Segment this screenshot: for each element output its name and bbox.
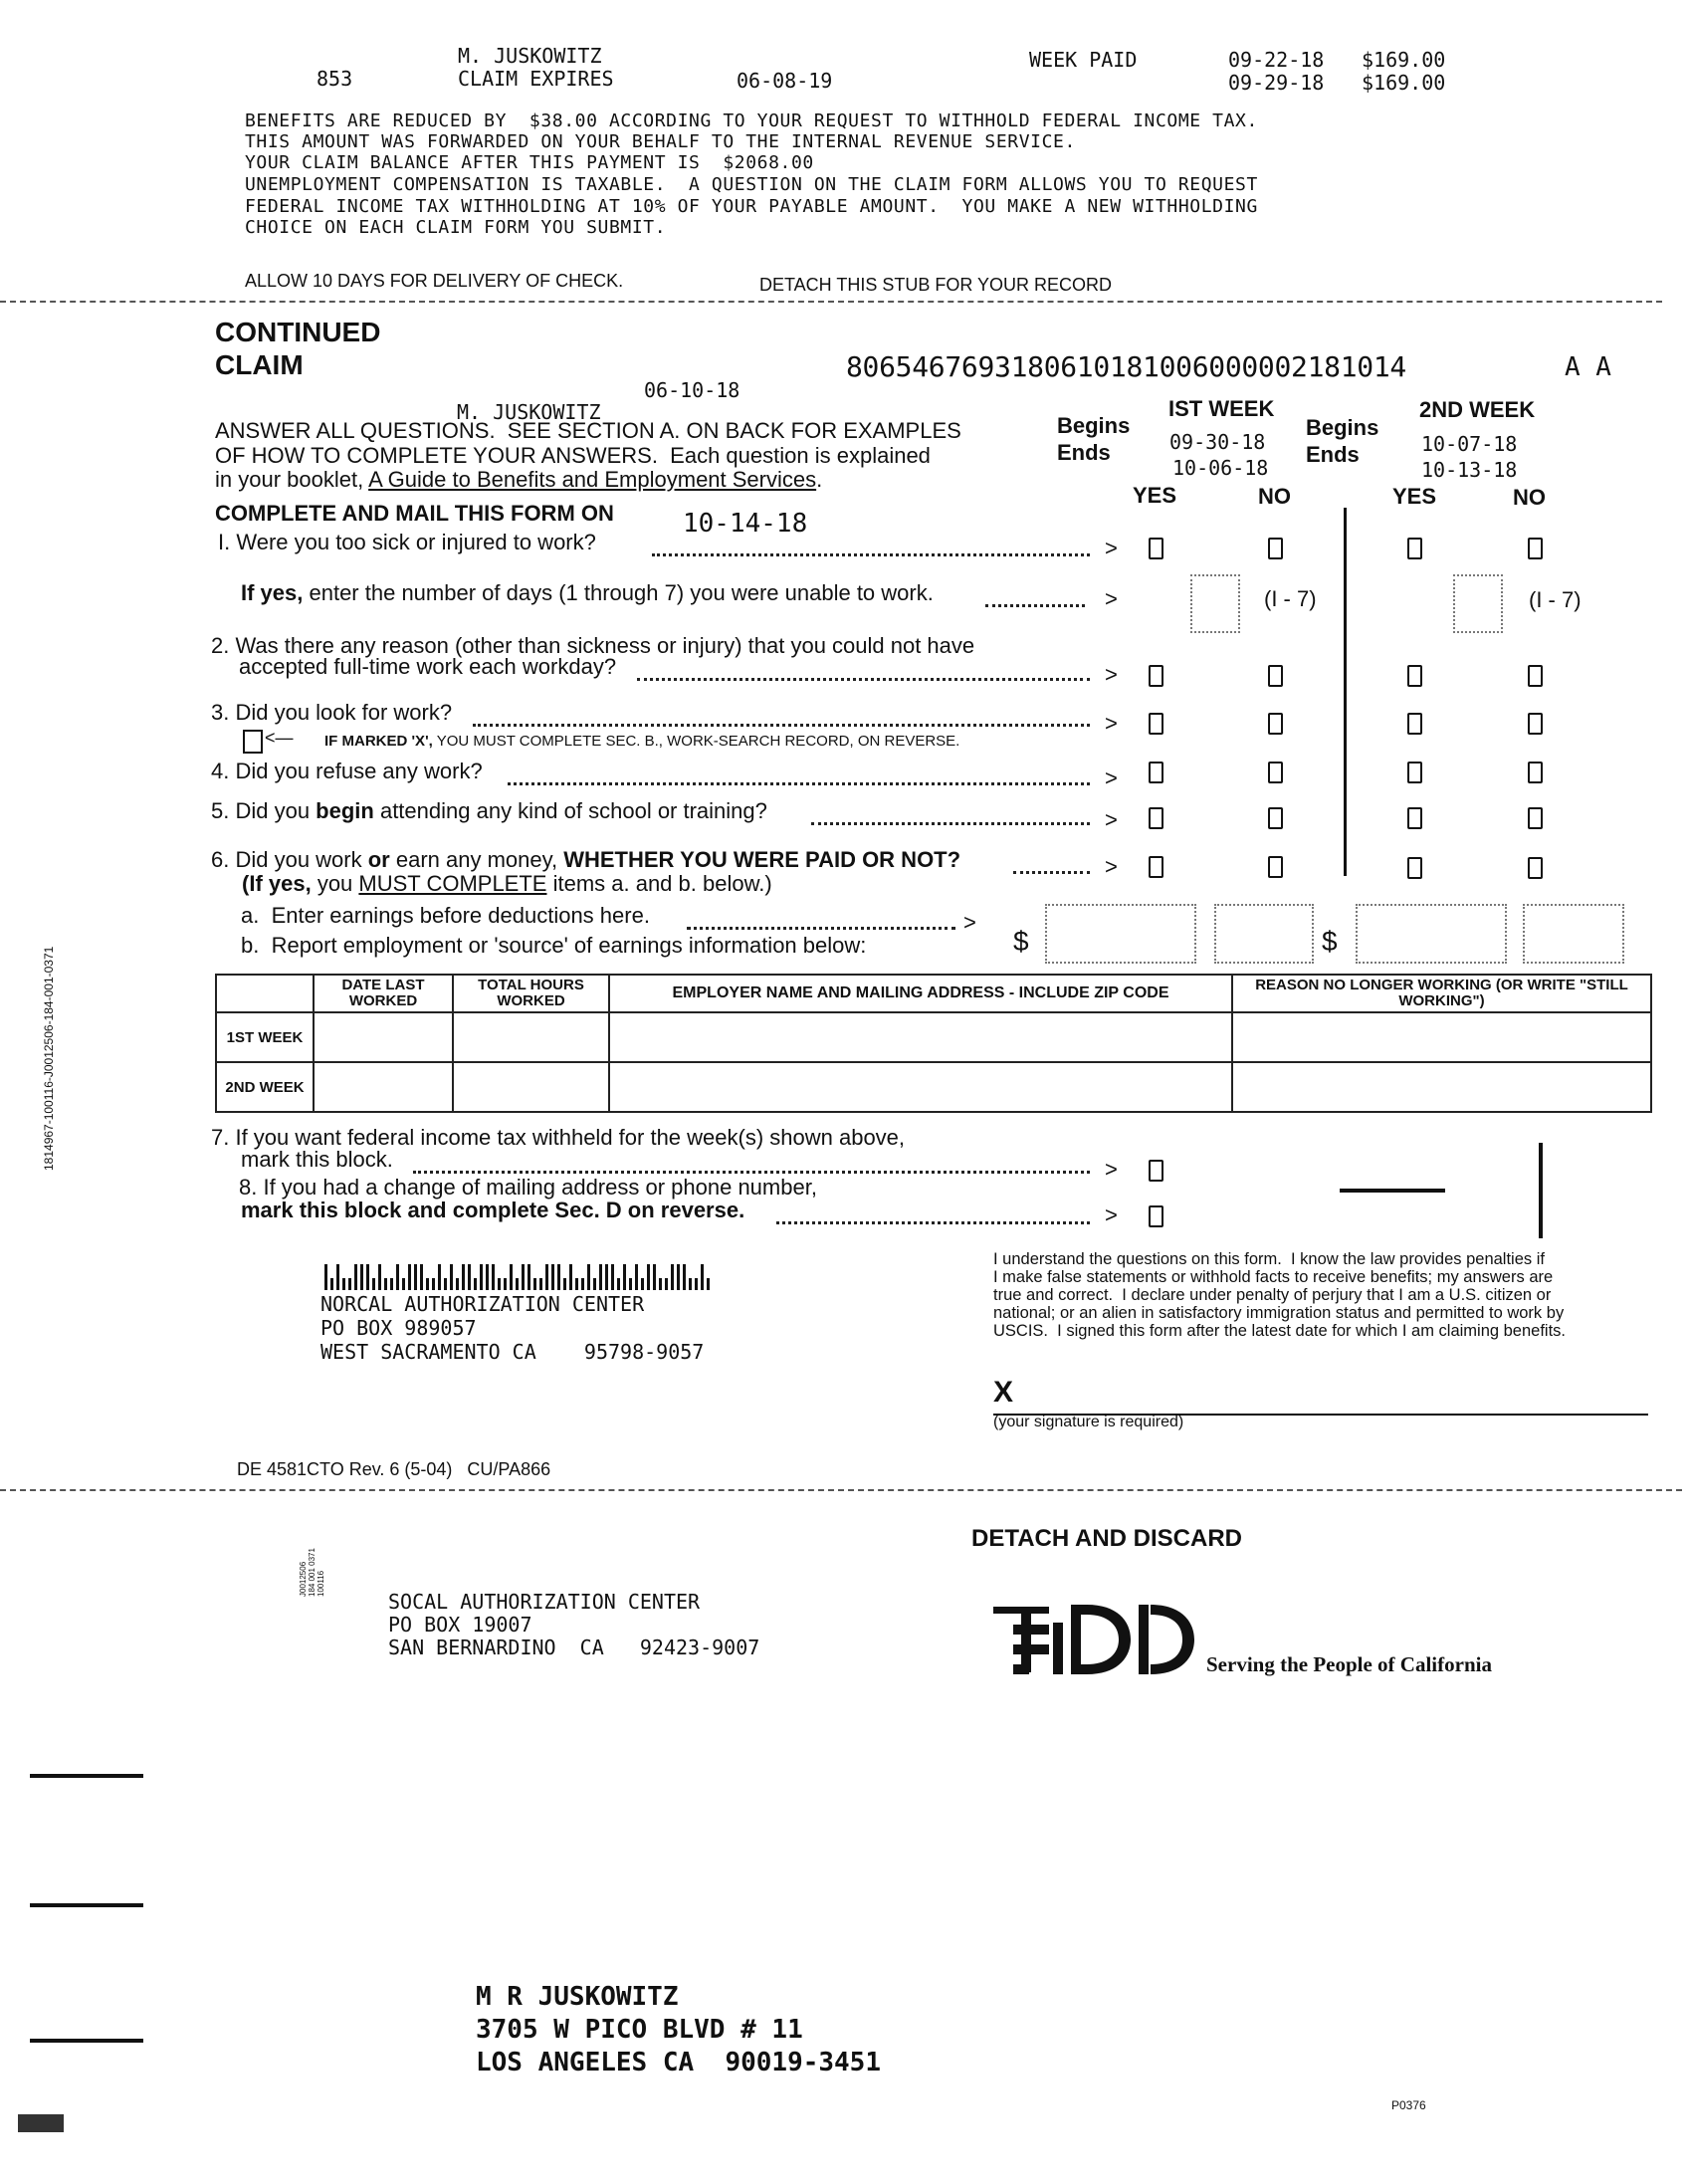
work-search-note: IF MARKED 'X', YOU MUST COMPLETE SEC. B., WORK-SEARCH RECORD, ON REVERSE. [324, 733, 960, 750]
mail-date: 10-14-18 [683, 509, 808, 539]
edd-tagline: Serving the People of California [1206, 1652, 1492, 1676]
arrow-marker: > [1105, 807, 1118, 832]
week2-hours-cell[interactable] [453, 1062, 609, 1112]
days-range: (I - 7) [1264, 586, 1317, 611]
question-8: 8. If you had a change of mailing address or phone number, [239, 1175, 817, 1200]
claim-date: 06-10-18 [644, 378, 740, 402]
return-address-line: PO BOX 989057 [320, 1316, 477, 1340]
recipient-line: M R JUSKOWITZ [476, 1982, 679, 2012]
week-paid-label: WEEK PAID [1029, 48, 1138, 72]
question-5: 5. Did you begin attending any kind of school or training? [211, 798, 767, 823]
question-2: 2. Was there any reason (other than sickness or injury) that you could not have [211, 633, 975, 658]
edd-logo [991, 1597, 1200, 1676]
dot-leader [687, 927, 955, 930]
arrow-marker: > [1105, 765, 1118, 790]
q3-week1-no-checkbox[interactable] [1268, 713, 1283, 735]
recipient-line: LOS ANGELES CA 90019-3451 [476, 2048, 881, 2077]
week1-hours-cell[interactable] [453, 1012, 609, 1062]
question-6a: a. Enter earnings before deductions here. [241, 903, 650, 928]
employment-table [215, 974, 1652, 1113]
form-title: CLAIM [215, 349, 304, 380]
week-divider [1344, 508, 1347, 876]
q2-week2-no-checkbox[interactable] [1528, 665, 1543, 687]
question-7: 7. If you want federal income tax withheld for the week(s) shown above, [211, 1125, 906, 1150]
table-corner [216, 975, 314, 1012]
arrow-marker: > [1105, 536, 1118, 560]
work-search-checkbox[interactable] [243, 730, 263, 754]
q5-week2-yes-checkbox[interactable] [1407, 807, 1422, 829]
week2-ends-date: 10-13-18 [1421, 458, 1518, 482]
days-range: (I - 7) [1529, 587, 1582, 612]
row-label-week1: 1ST WEEK [216, 1012, 314, 1062]
arrow-marker: > [963, 910, 976, 935]
stub-name: M. JUSKOWITZ [458, 44, 602, 68]
instructions-line: in your booklet, A Guide to Benefits and Employment Services. [215, 467, 823, 492]
question-7-cont: mark this block. [241, 1147, 393, 1172]
booklet-title: A Guide to Benefits and Employment Services [368, 467, 817, 492]
dot-leader [811, 822, 1090, 825]
q3-week2-no-checkbox[interactable] [1528, 713, 1543, 735]
arrow-marker: > [1105, 1202, 1118, 1227]
week1-earnings-dollars-field[interactable] [1045, 904, 1196, 964]
q2-week1-no-checkbox[interactable] [1268, 665, 1283, 687]
q3-week1-yes-checkbox[interactable] [1149, 713, 1163, 735]
socal-address-line: SAN BERNARDINO CA 92423-9007 [388, 1636, 760, 1659]
payment-date: 09-29-18 [1228, 71, 1325, 95]
q7-withholding-checkbox[interactable] [1149, 1160, 1163, 1182]
week1-earnings-cents-field[interactable] [1214, 904, 1314, 964]
question-1: I. Were you too sick or injured to work? [218, 530, 596, 554]
stub-code: 853 [317, 67, 353, 91]
week2-yes-header: YES [1392, 484, 1437, 509]
question-6-note: (If yes, you MUST COMPLETE items a. and b. below.) [242, 871, 772, 896]
dot-leader [637, 678, 1090, 681]
q4-week1-no-checkbox[interactable] [1268, 762, 1283, 783]
q1-week1-days-field[interactable] [1190, 574, 1240, 633]
certification-line: I understand the questions on this form. I know the law provides penalties if [993, 1250, 1545, 1268]
detach-stub-note: DETACH THIS STUB FOR YOUR RECORD [759, 275, 1113, 295]
week2-begins-date: 10-07-18 [1421, 432, 1518, 456]
page-code: P0376 [1391, 2098, 1426, 2112]
dot-leader [473, 724, 1090, 727]
week2-date-cell[interactable] [314, 1062, 453, 1112]
signature-x: X [993, 1376, 1014, 1409]
arrow-marker: > [1105, 586, 1118, 611]
registration-mark [30, 2039, 143, 2043]
detach-discard: DETACH AND DISCARD [971, 1525, 1242, 1552]
q8-address-change-checkbox[interactable] [1149, 1205, 1163, 1227]
registration-mark [1340, 1189, 1445, 1193]
certification-line: national; or an alien in satisfactory immigration status and permitted to work by [993, 1304, 1565, 1322]
total-hours-header: TOTAL HOURS WORKED [453, 975, 609, 1012]
stub-notice-line: UNEMPLOYMENT COMPENSATION IS TAXABLE. A QUESTION ON THE CLAIM FORM ALLOWS YOU TO REQUEST [245, 174, 1258, 195]
week2-earnings-dollars-field[interactable] [1356, 904, 1507, 964]
week1-employer-cell[interactable] [609, 1012, 1232, 1062]
registration-mark [1539, 1143, 1543, 1238]
q3-week2-yes-checkbox[interactable] [1407, 713, 1422, 735]
week1-no-header: NO [1258, 484, 1291, 509]
dot-leader [776, 1221, 1090, 1224]
week2-ends-label: Ends [1306, 442, 1360, 467]
q1-week2-days-field[interactable] [1453, 574, 1503, 633]
table-row [216, 1062, 1651, 1112]
dot-leader [1013, 871, 1090, 874]
complete-mail-label: COMPLETE AND MAIL THIS FORM ON [215, 501, 614, 526]
certification-line: I make false statements or withhold facts to receive benefits; my answers are [993, 1268, 1554, 1286]
date-last-worked-header: DATE LAST WORKED [314, 975, 453, 1012]
q6-week2-yes-checkbox[interactable] [1407, 857, 1422, 879]
week1-ends-date: 10-06-18 [1172, 456, 1269, 480]
dollar-sign: $ [1013, 926, 1029, 957]
arrow-marker: > [1105, 662, 1118, 687]
stub-notice-line: THIS AMOUNT WAS FORWARDED ON YOUR BEHALF TO THE INTERNAL REVENUE SERVICE. [245, 131, 1076, 152]
q5-week2-no-checkbox[interactable] [1528, 807, 1543, 829]
arrow-left-icon: <— [265, 728, 294, 748]
dollar-sign: $ [1322, 926, 1338, 957]
arrow-marker: > [1105, 1157, 1118, 1182]
week1-begins-date: 09-30-18 [1169, 430, 1266, 454]
scan-code: 8065467693180610181006000002181014 [846, 350, 1406, 383]
signature-note: (your signature is required) [993, 1414, 1184, 1430]
form-id: DE 4581CTO Rev. 6 (5-04) CU/PA866 [237, 1459, 551, 1479]
question-2-cont: accepted full-time work each workday? [239, 654, 617, 679]
week2-earnings-cents-field[interactable] [1523, 904, 1624, 964]
q2-week1-yes-checkbox[interactable] [1149, 665, 1163, 687]
scan-suffix: A A [1565, 352, 1611, 382]
stub-notice-line: YOUR CLAIM BALANCE AFTER THIS PAYMENT IS $2068.00 [245, 152, 814, 173]
stub-notice-line: FEDERAL INCOME TAX WITHHOLDING AT 10% OF YOUR PAYABLE AMOUNT. YOU MAKE A NEW WITHHOLDING [245, 196, 1258, 217]
arrow-marker: > [1105, 711, 1118, 736]
registration-mark [30, 1903, 143, 1907]
registration-mark [30, 1774, 143, 1778]
certification-line: true and correct. I declare under penalty of perjury that I am a U.S. citizen or [993, 1286, 1552, 1304]
socal-address-line: PO BOX 19007 [388, 1613, 532, 1637]
q4-week2-yes-checkbox[interactable] [1407, 762, 1422, 783]
question-6b: b. Report employment or 'source' of earnings information below: [241, 933, 867, 958]
week1-date-cell[interactable] [314, 1012, 453, 1062]
q1-week1-no-checkbox[interactable] [1268, 538, 1283, 559]
registration-mark [18, 2114, 64, 2132]
q6-week1-yes-checkbox[interactable] [1149, 856, 1163, 878]
payment-amount: $169.00 [1362, 71, 1446, 95]
postal-barcode [324, 1260, 710, 1290]
question-1-days: If yes, enter the number of days (1 through 7) you were unable to work. [241, 580, 934, 605]
q1-week1-yes-checkbox[interactable] [1149, 538, 1163, 559]
q6-week1-no-checkbox[interactable] [1268, 856, 1283, 878]
q2-week2-yes-checkbox[interactable] [1407, 665, 1422, 687]
question-4: 4. Did you refuse any work? [211, 759, 483, 783]
certification-line: USCIS. I signed this form after the latest date for which I am claiming benefits. [993, 1322, 1567, 1340]
week1-label: IST WEEK [1168, 396, 1275, 421]
dot-leader [508, 782, 1090, 785]
week2-begins-label: Begins [1306, 415, 1379, 440]
week1-begins-label: Begins [1057, 413, 1131, 438]
recipient-line: 3705 W PICO BLVD # 11 [476, 2015, 803, 2045]
q1-week2-yes-checkbox[interactable] [1407, 538, 1422, 559]
payment-amount: $169.00 [1362, 48, 1446, 72]
question-6: 6. Did you work or earn any money, WHETHER YOU WERE PAID OR NOT? [211, 847, 961, 872]
stub-notice-line: BENEFITS ARE REDUCED BY $38.00 ACCORDING TO YOUR REQUEST TO WITHHOLD FEDERAL INCOME TAX. [245, 110, 1258, 131]
q6-week2-no-checkbox[interactable] [1528, 857, 1543, 879]
table-row [216, 1012, 1651, 1062]
q5-week1-no-checkbox[interactable] [1268, 807, 1283, 829]
return-address-line: WEST SACRAMENTO CA 95798-9057 [320, 1340, 705, 1364]
dot-leader [652, 553, 1090, 556]
perforation-line [0, 301, 1662, 303]
claim-expires-label: CLAIM EXPIRES [458, 67, 614, 91]
dot-leader [413, 1171, 1090, 1174]
q4-week1-yes-checkbox[interactable] [1149, 762, 1163, 783]
instructions-line: ANSWER ALL QUESTIONS. SEE SECTION A. ON BACK FOR EXAMPLES [215, 418, 961, 443]
question-8-cont: mark this block and complete Sec. D on reverse. [241, 1198, 745, 1222]
week2-employer-cell[interactable] [609, 1062, 1232, 1112]
side-code: 1814967-100116-J0012506-184-001-0371 [42, 946, 56, 1171]
week2-no-header: NO [1513, 485, 1546, 510]
employer-header: EMPLOYER NAME AND MAILING ADDRESS - INCLUDE ZIP CODE [609, 975, 1232, 1012]
socal-address-line: SOCAL AUTHORIZATION CENTER [388, 1590, 701, 1614]
claimant-name: M. JUSKOWITZ [457, 400, 601, 424]
reason-header: REASON NO LONGER WORKING (OR WRITE "STILL WORKING") [1232, 975, 1651, 1012]
question-3: 3. Did you look for work? [211, 700, 453, 725]
instructions-line: OF HOW TO COMPLETE YOUR ANSWERS. Each question is explained [215, 443, 931, 468]
week2-reason-cell[interactable] [1232, 1062, 1651, 1112]
week1-yes-header: YES [1133, 483, 1177, 508]
q5-week1-yes-checkbox[interactable] [1149, 807, 1163, 829]
dot-leader [985, 604, 1085, 607]
arrow-marker: > [1105, 854, 1118, 879]
q1-week2-no-checkbox[interactable] [1528, 538, 1543, 559]
perforation-line [0, 1489, 1682, 1491]
stub-notice-line: CHOICE ON EACH CLAIM FORM YOU SUBMIT. [245, 217, 667, 238]
row-label-week2: 2ND WEEK [216, 1062, 314, 1112]
return-address-line: NORCAL AUTHORIZATION CENTER [320, 1292, 645, 1316]
q4-week2-no-checkbox[interactable] [1528, 762, 1543, 783]
payment-date: 09-22-18 [1228, 48, 1325, 72]
week1-reason-cell[interactable] [1232, 1012, 1651, 1062]
week2-label: 2ND WEEK [1419, 397, 1536, 422]
allow-days-note: ALLOW 10 DAYS FOR DELIVERY OF CHECK. [245, 271, 624, 291]
claim-expires-date: 06-08-19 [737, 69, 833, 93]
form-title: CONTINUED [215, 317, 381, 347]
small-code: J0012506 184 001 0371 100116 [299, 1548, 325, 1597]
week1-ends-label: Ends [1057, 440, 1111, 465]
